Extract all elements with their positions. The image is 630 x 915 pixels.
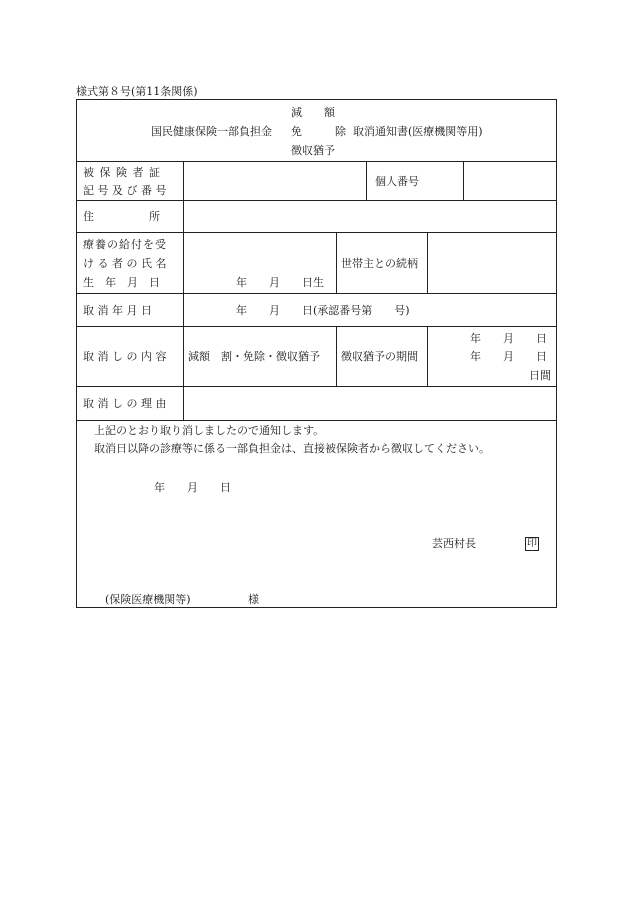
form-number: 様式第８号(第11条関係) xyxy=(76,85,198,98)
addressee: (保険医療機関等) xyxy=(105,593,191,606)
recipient-label-2: け る 者 の 氏 名 xyxy=(83,257,167,270)
form-title: 国民健康保険一部負担金 xyxy=(151,125,272,138)
title-option-defer: 徴収猶予 xyxy=(291,144,335,157)
cancel-date-label: 取 消 年 月 日 xyxy=(83,304,152,317)
defer-period-label: 徴収猶予の期間 xyxy=(341,350,418,363)
seal-mark-icon: 印 xyxy=(527,538,537,549)
addressee-honorific: 様 xyxy=(248,593,259,606)
title-option-exempt: 免 除 xyxy=(291,125,346,138)
cancel-date-field: 年 月 日(承認番号第 号) xyxy=(236,304,410,317)
issuer-name: 芸西村長 xyxy=(432,537,476,550)
insured-id-label-2: 記 号 及 び 番 号 xyxy=(83,184,167,197)
recipient-label-3: 生 年 月 日 xyxy=(83,276,160,289)
cancel-content-field: 減額 割・免除・徴収猶予 xyxy=(188,350,320,363)
cancel-reason-label: 取 消 し の 理 由 xyxy=(83,397,167,410)
period-days-field: 日間 xyxy=(529,369,551,382)
notice-line-1: 上記のとおり取り消しましたので通知します。 xyxy=(94,424,325,437)
title-option-reduce: 減 額 xyxy=(291,106,335,119)
personal-number-label: 個人番号 xyxy=(375,175,419,188)
birth-date-field: 年 月 日生 xyxy=(236,276,324,289)
period-from-field: 年 月 日 xyxy=(470,332,547,345)
notice-line-2: 取消日以降の診療等に係る一部負担金は、直接被保険者から徴収してください。 xyxy=(94,442,490,455)
address-label: 住 所 xyxy=(83,210,160,223)
insured-id-label: 被 保 険 者 証 xyxy=(83,166,161,179)
cancel-content-label: 取 消 し の 内 容 xyxy=(83,350,167,363)
notice-date: 年 月 日 xyxy=(154,481,231,494)
recipient-label: 療養の給付を受 xyxy=(83,238,167,251)
title-suffix: 取消通知書(医療機関等用) xyxy=(353,125,483,138)
household-relation-label: 世帯主との続柄 xyxy=(341,257,418,270)
period-to-field: 年 月 日 xyxy=(470,350,547,363)
